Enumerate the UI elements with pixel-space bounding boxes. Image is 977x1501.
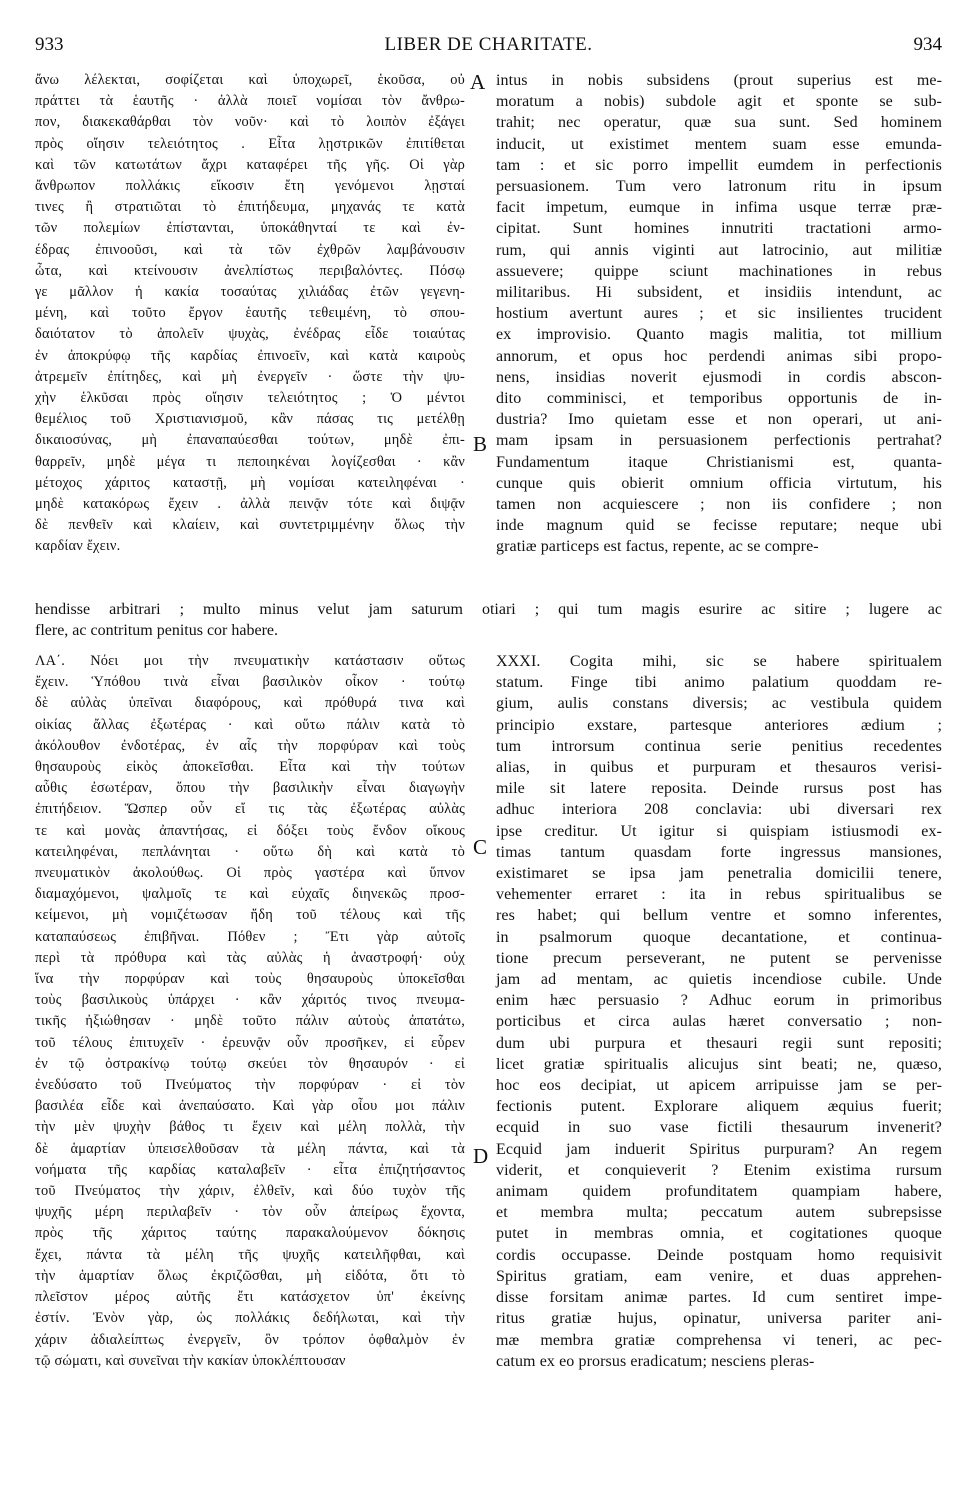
text-line: τινες ἢ στρατιῶται τὸ ἐπιτήδευμα, μηχανάς τε κατὰ (35, 199, 465, 216)
text-line: έδρας ἐπινοοῦσι, καὶ τὰ τῶν ἐχθρῶν λαμβάνουσιν (35, 241, 465, 258)
text-line: gium, aulis constans diversis; ac vestibula quidem (496, 695, 942, 713)
text-line: μηδὲ κατακόρως ἔχειν . ἀλλὰ πεινᾷν τότε καὶ διψᾷν (35, 496, 465, 513)
text-line: θαρρεῖν, μηδὲ μέγα τι πεποιηκέναι λογίζεσθαι · κἂν (35, 453, 465, 470)
text-line: ΛΑ΄. Νόει μοι τὴν πνευματικὴν κατάστασιν οὕτως (35, 653, 465, 669)
latin-column-1 (496, 70, 942, 558)
text-line: ἔχειν. Ὑπόθου τινὰ εἶναι βασιλικὸν οἶκον · τούτῳ (35, 674, 465, 691)
greek-column-2 (35, 651, 465, 1372)
text-line: τοῦ τέλους ἐπιτυχεῖν · ἐρευνᾷν οὖν προσῆκεν, εἰ εὗρεν (35, 1034, 465, 1051)
text-line: hendisse arbitrari ; multo minus velut jam saturum otiari ; qui tum magis esurire ac sitire ; lugere ac (35, 601, 942, 618)
text-line: trahit; nec operatur, quæ sua sunt. Sed hominem (496, 114, 942, 132)
text-line: ἔχει, πάντα τὰ μέλη τῆς ψυχῆς κατειλῆφθαι, καὶ (35, 1246, 465, 1263)
text-line: βασιλέα εἶδε καὶ ἀνεπαύσατο. Καὶ γὰρ οἶου μοι πάλιν (35, 1098, 465, 1115)
text-line: δὲ αὐλὰς ὑπεῖναι διαφόρους, καὶ πρόθυρά τινα καὶ (35, 695, 465, 712)
text-line: catum ex eo prorsus eradicatum; nesciens pleras- (496, 1352, 815, 1370)
text-line: jam ad mentam, ac quietis incendiose cubile. Unde (496, 971, 942, 989)
text-line: viderit, et conquieverit ? Etenim existima rursum (496, 1161, 942, 1179)
text-line: flere, ac contritum penitus cor habere. (35, 622, 278, 639)
text-line: ἐπιτήδειον. Ὥσπερ οὖν εἴ τις τὰς ἐξωτέρας αὐλὰς (35, 801, 465, 818)
text-line: τῷ σώματι, καὶ συνεῖναι τὴν κακίαν ὑποκλέπτουσαν (35, 1352, 346, 1369)
text-line: ἐστίν. Ἐνὸν γὰρ, ὡς πολλάκις δεδήλωται, καὶ τὴν (35, 1310, 465, 1327)
text-line: ἄνω λέλεκται, σοφίζεται καὶ ὑποχωρεῖ, ἑκοῦσα, οὐ (35, 72, 465, 88)
text-line: πον, διακεκαθάρθαι τὸν νοῦν· καὶ τὸ λοιπὸν ἐξάγει (35, 114, 465, 131)
text-line: τικῆς ἠξιώθησαν · μηδὲ τοῦτο πάλιν αὐτοὺς ἀπατάτω, (35, 1013, 465, 1030)
greek-column-1 (35, 70, 465, 558)
page-number-left: 933 (35, 34, 64, 55)
text-line: ex improvisio. Quanto magis malitia, tot millium (496, 326, 942, 344)
text-line: καταπαύσεως ἐπιβῆναι. Πόθεν ; Ἔτι γὰρ αὐτοῖς (35, 928, 465, 945)
running-title: LIBER DE CHARITATE. (384, 34, 593, 55)
text-line: mam ipsam in persuasionem perfectionis pertrahat? (496, 432, 942, 450)
text-line: existimaret se ipsa jam penetralia domicilii tenere, (496, 865, 942, 883)
text-line: dum ubi purpura et thesauri regii sunt repositi; (496, 1034, 942, 1052)
latin-column-2 (496, 651, 942, 1372)
text-line: intus in nobis subsidens (prout superius est me- (496, 72, 942, 89)
text-line: ἄνθρωπον πολλάκις εἴκοσιν ἔτη γενόμενοι λῃσταί (35, 178, 465, 195)
margin-marker-d: D (473, 1144, 489, 1168)
text-line: δικαιοσύνας, μὴ ἐπαναπαύεσθαι τούτων, μηδὲ ἐπι- (35, 432, 465, 449)
text-line: tam : et sic porro impellit eumdem in perfectionis (496, 156, 942, 174)
text-line: μένη, καὶ τοῦτο ἔργον ἑαυτῆς τεθειμένη, τὸ σπου- (35, 305, 465, 322)
text-line: timas tantum quasdam forte ingressus mansiones, (496, 843, 942, 861)
margin-marker-a: A (470, 70, 486, 94)
text-line: οἰκίας ἄλλας ἐξωτέρας · καὶ οὕτω πάλιν κατὰ τὸ (35, 716, 465, 733)
text-line: tum introrsum continua serie penitius recedentes (496, 737, 942, 755)
text-line: τὴν μὲν ψυχὴν βάθος τι ἔχειν καὶ μέλη πολλὰ, τὴν (35, 1119, 465, 1136)
text-line: δαιότατον τὸ ἀπολεῖν ψυχὰς, ἐνέδρας εἶδε τοιαύτας (35, 326, 465, 343)
text-line: cordis occupasse. Deinde postquam homo requisivit (496, 1246, 942, 1264)
text-line: tione precum perseverant, ne putent se pervenisse (496, 949, 942, 967)
text-line: assuevere; quippe sciunt machinationes in rebus (496, 262, 942, 280)
text-line: ritus gratiæ hujus, opinatur, universa pariter ani- (496, 1310, 942, 1328)
text-line: enim hæc persuasio ? Adhuc eorum in primoribus (496, 992, 942, 1010)
text-line: θησαυροὺς εἰκὸς ἀποκεῖσθαι. Εἶτα καὶ τὴν τούτων (35, 759, 465, 776)
page-number-right: 934 (913, 34, 942, 55)
text-line: δὲ ἁμαρτίαν ὑπεισελθοῦσαν τὰ μέλη πάντα, καὶ τὰ (35, 1140, 465, 1157)
text-line: κείμενοι, μὴ νομιζέτωσαν ἤδη τοῦ τέλους καὶ τῆς (35, 907, 465, 924)
text-line: πνευματικὸν ἀκολούθως. Οἱ πρὸς γαστέρα καὶ ὕπνον (35, 865, 465, 882)
text-line: Spiritus gratiam, eam venire, et duas apprehen- (496, 1267, 942, 1285)
text-line: rum, qui annis viginti aut latrocinio, aut militiæ (496, 241, 942, 259)
text-line: γε μᾶλλον ἡ κακία τοσαύτας χιλιάδας ἐτῶν γεγενη- (35, 284, 465, 301)
text-line: XXXI. Cogita mihi, sic se habere spiritualem (496, 653, 942, 670)
text-line: gratiæ particeps est factus, repente, ac se compre- (496, 538, 819, 556)
text-line: fectionis putent. Explorare aliquem æquius fuerit; (496, 1098, 942, 1116)
text-line: ἵνα τὴν πορφύραν καὶ τοὺς θησαυροὺς ὑποκεῖσθαι (35, 971, 465, 988)
text-line: persuasionem. Tum vero latronum ritu in ipsum (496, 178, 942, 196)
text-line: τοὺς βασιλικοὺς ὑπάρχει · κἂν χάριτός τινος πνευμα- (35, 992, 465, 1009)
text-line: disse forsitam animæ partes. Id cum sentiret impe- (496, 1289, 942, 1307)
text-line: ἐνεδύσατο τοῦ Πνεύματος τὴν πορφύραν · εἰ τὸν (35, 1077, 465, 1094)
text-line: χάριν ἀδιαλείπτως ἐνεργεῖν, ὃν τρόπον ὀφθαλμὸν ἐν (35, 1331, 465, 1348)
text-line: καὶ τῶν κατωτάτων ἄχρι καταφέρει τῆς γῆς. Οἱ γὰρ (35, 156, 465, 173)
text-line: ipse creditur. Ut igitur si quispiam istiusmodi ex- (496, 822, 942, 840)
text-line: ὦτα, καὶ κτείνουσιν ἀνελπίστως περιβαλόντες. Πόσῳ (35, 262, 465, 279)
text-line: πρὸς τῆς χάριτος ταύτης παρακαλούμενον δόκησις (35, 1225, 465, 1242)
text-line: ἐν ἀποκρύφῳ τῆς καρδίας ἐπινοεῖν, καὶ κατὰ καιροὺς (35, 347, 465, 364)
text-line: dito comminisci, et temporibus opportunis de in- (496, 390, 942, 408)
text-line: annorum, et opus hoc perdendi animas sibi propo- (496, 347, 942, 365)
text-line: μέτοχος χάριτος καταστῇ, μὴ νομίσαι κατειληφέναι · (35, 474, 465, 491)
text-line: ψυχῆς μέρη περιλαβεῖν · τὸν οὖν ἀπείρως ἔχοντα, (35, 1204, 465, 1221)
text-line: χὴν ἑλκῦσαι πρὸς οἴησιν τελειότητος ; Ὁ μέντοι (35, 390, 465, 407)
text-line: Fundamentum itaque Christianismi est, quanta- (496, 453, 942, 471)
text-line: alias, in quibus et purpuram et thesauros verisi- (496, 759, 942, 777)
margin-marker-c: C (473, 835, 488, 859)
text-line: adhuc interiora 208 conclavia: ubi diversari rex (496, 801, 942, 819)
text-line: statum. Finge tibi animo palatium quoddam re- (496, 674, 942, 692)
text-line: militaribus. Hi subsident, et insidiis intendunt, ac (496, 284, 942, 302)
text-line: cunque quis obierit omnium officia virtutum, his (496, 474, 942, 492)
text-line: dustria? Imo quietam esse et non operari, ut ani- (496, 411, 942, 429)
text-line: in psalmorum quoque decantatione, et continua- (496, 928, 942, 946)
text-line: principio exstare, partesque anteriores ædium ; (496, 716, 942, 734)
text-line: νοήματα τῆς καρδίας καταλαβεῖν · εἶτα ἐπιζητήσαντος (35, 1161, 465, 1178)
text-line: Ecquid jam induerit Spiritus purpuram? An regem (496, 1140, 942, 1158)
text-line: mæ membra gratiæ comprehensa vi teneri, ac pec- (496, 1331, 942, 1349)
text-line: τῶν πολεμίων ἐπίστανται, ὑποκάθηνταί τε καὶ ἐν- (35, 220, 465, 237)
text-line: θεμέλιος τοῦ Χριστιανισμοῦ, κἂν πάσας τις μετέλθῃ (35, 411, 465, 428)
latin-full-width-continuation (35, 599, 942, 641)
text-line: vehementer erraret : ita in rebus spiritualibus se (496, 886, 942, 904)
text-line: αὖθις ἐσωτέραν, ὅπου τὴν βασιλικὴν εἶναι διαγωγὴν (35, 780, 465, 797)
text-line: περὶ τὰ πρόθυρα καὶ τὰς αὐλὰς ἡ ἀναστροφή· οὐχ (35, 949, 465, 966)
text-line: nens, insidias noverit ejusmodi in cordis abscon- (496, 368, 942, 386)
text-line: cipitat. Sunt homines innutriti tractationi armo- (496, 220, 942, 238)
text-line: ἀκόλουθον ἐνδοτέρας, ἐν αἷς τὴν πορφύραν καὶ τοὺς (35, 737, 465, 754)
text-line: putet in membras omnia, et cogitationes quoque (496, 1225, 942, 1243)
text-line: τοῦ Πνεύματος τὴν χάριν, ἐλθεῖν, καὶ δύο τυχὸν τῆς (35, 1183, 465, 1200)
text-line: hostium avertunt aures ; et sic insilientes trucident (496, 305, 942, 323)
text-line: animam quidem profunditatem quampiam habere, (496, 1183, 942, 1201)
margin-marker-b: B (473, 432, 488, 456)
text-line: inducit, ut existimet mentem suam esse emunda- (496, 135, 942, 153)
text-line: ecquid in suo vase fictili thesaurum invenerit? (496, 1119, 942, 1137)
text-line: facit impetum, eumque in infima usque terræ præ- (496, 199, 942, 217)
text-line: porticibus et circa aulas hæret conversatio ; non- (496, 1013, 942, 1031)
text-line: πράττει τὰ ἑαυτῆς · ἀλλὰ ποιεῖ νομίσαι τὸν ἄνθρω- (35, 93, 465, 110)
text-line: inde magnum quid se fecisse reputare; neque ubi (496, 517, 942, 535)
running-header (0, 34, 977, 60)
text-line: hoc eos decipiat, ut apicem arripuisse jam se per- (496, 1077, 942, 1095)
text-line: πλεῖστον μέρος αὐτῆς ἔτι κατάσχετον ὑπ' ἐκείνης (35, 1289, 465, 1306)
text-line: mile sit latere reposita. Deinde rursus post has (496, 780, 942, 798)
text-line: moratum a nobis) subdole agit et sponte se sub- (496, 93, 942, 111)
text-line: et membra multa; peccatum autem subrepsisse (496, 1204, 942, 1222)
text-line: δὲ πενθεῖν καὶ κλαίειν, καὶ συντετριμμένην ὅλως τὴν (35, 517, 465, 534)
text-line: τὴν ἁμαρτίαν ὅλως ἐκριζῶσθαι, μὴ εἰδότα, ὅτι τὸ (35, 1267, 465, 1284)
text-line: καρδίαν ἔχειν. (35, 538, 121, 555)
text-line: κατειληφέναι, πεπλάνηται · οὕτω δὴ καὶ κατὰ τὸ (35, 843, 465, 860)
text-line: πρὸς οἴησιν τελειότητος . Εἶτα λῃστρικῶν ἐπιτίθεται (35, 135, 465, 152)
text-line: tamen non acquiescere ; non iis confidere ; non (496, 496, 942, 514)
text-line: ἀτρεμεῖν ἐπίτηδες, καὶ μὴ ἐνεργεῖν · ὥστε τὴν ψυ- (35, 368, 465, 385)
text-line: διαμαχόμενοι, ψαλμοῖς τε καὶ εὐχαῖς διηνεκῶς προσ- (35, 886, 465, 903)
text-line: ἐν τῷ ὀστρακίνῳ τούτῳ σκεύει τὸν θησαυρόν · εἰ (35, 1055, 465, 1072)
text-line: licet gratiæ spiritualis alicujus sint beati; ne, quæso, (496, 1055, 942, 1073)
text-line: τε καὶ μονὰς ἀπαντήσας, εἰ δόξει τοὺς ἔνδον οἴκους (35, 822, 465, 839)
text-line: res habet; qui bellum ventre et somno inferentes, (496, 907, 942, 925)
